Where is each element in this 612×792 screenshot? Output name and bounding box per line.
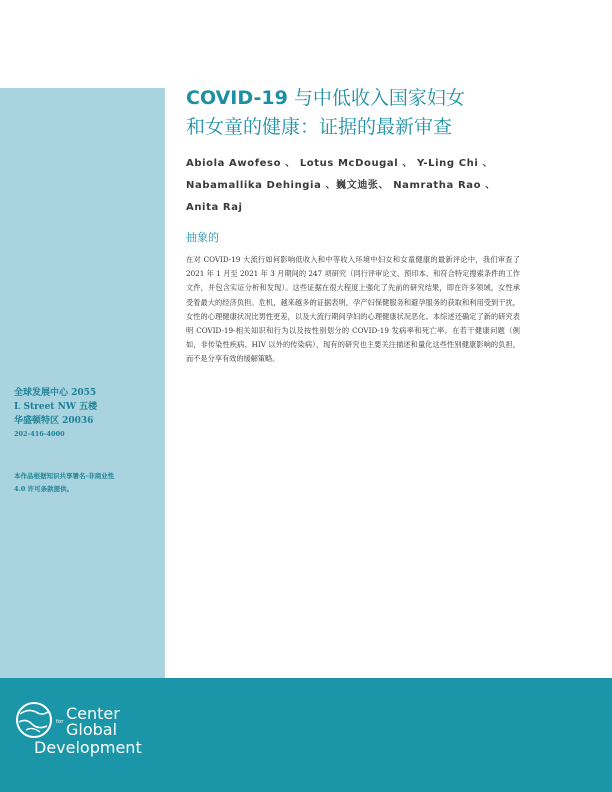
license-note	[14, 470, 154, 496]
title-line2: 和女童的健康：证据的最新审查	[186, 116, 453, 138]
logo-word-for: for	[56, 719, 64, 725]
title-lead: COVID-19	[186, 87, 288, 109]
globe-icon	[14, 700, 54, 740]
address-line: 华盛顿特区 20036	[14, 416, 94, 426]
logo-word-global: Global	[66, 720, 118, 739]
author-line: Anita Raj	[186, 202, 243, 213]
abstract-body: 在对 COVID-19 大流行如何影响低收入和中等收入环境中妇女和女童健康的最新评论中，我们审查了 2021 年 1 月至 2021 年 3 月期间的 247 项研究（同行评审论文、预印本、和符合特定搜索条件的工作文件，并包含实证分析和发现）。这些证据在很大程度上强化了先前的研究结果，即在许多领域，女性承受着最大的经济负担。危机，越来越多的证据表明，孕产妇保健服务和避孕服务的获取和利用受到干扰，女性的心理健康状况比男性更差，以及大流行期间孕妇的心理健康状况恶化。本综述还确定了新的研究表明 COVID-19-相关知识和行为以及按性别划分的 COVID-19 发病率和死亡率。在若干健康问题（例如，非传染性疾病、HIV 以外的传染病），现有的研究也主要关注描述和量化这些性别健康影响的负担，而不是分享有效的缓解策略。	[186, 255, 520, 364]
author-line: Abiola Awofeso 、 Lotus McDougal 、 Y-Ling Chi 、	[186, 158, 494, 169]
logo-word-development: Development	[34, 738, 142, 757]
address-line: 全球发展中心 2055	[14, 388, 97, 398]
author-list	[186, 153, 506, 219]
logo-word-center: Center	[66, 704, 120, 723]
sidebar-panel	[0, 88, 165, 678]
author-line: Nabamallika Dehingia 、巍文迪张、 Namratha Rao 、	[186, 180, 496, 191]
address-line: L Street NW 五楼	[14, 402, 98, 412]
paper-title	[186, 84, 586, 142]
cgd-logo	[14, 700, 164, 762]
abstract-heading: 抽象的	[186, 231, 219, 244]
license-line: 本作品根据知识共享署名-非商业性	[14, 472, 115, 480]
license-line: 4.0 许可条款提供。	[14, 485, 74, 493]
address-block	[14, 386, 154, 428]
phone-number: 202-416-4000	[14, 430, 65, 438]
title-rest: 与中低收入国家妇女	[287, 87, 465, 109]
